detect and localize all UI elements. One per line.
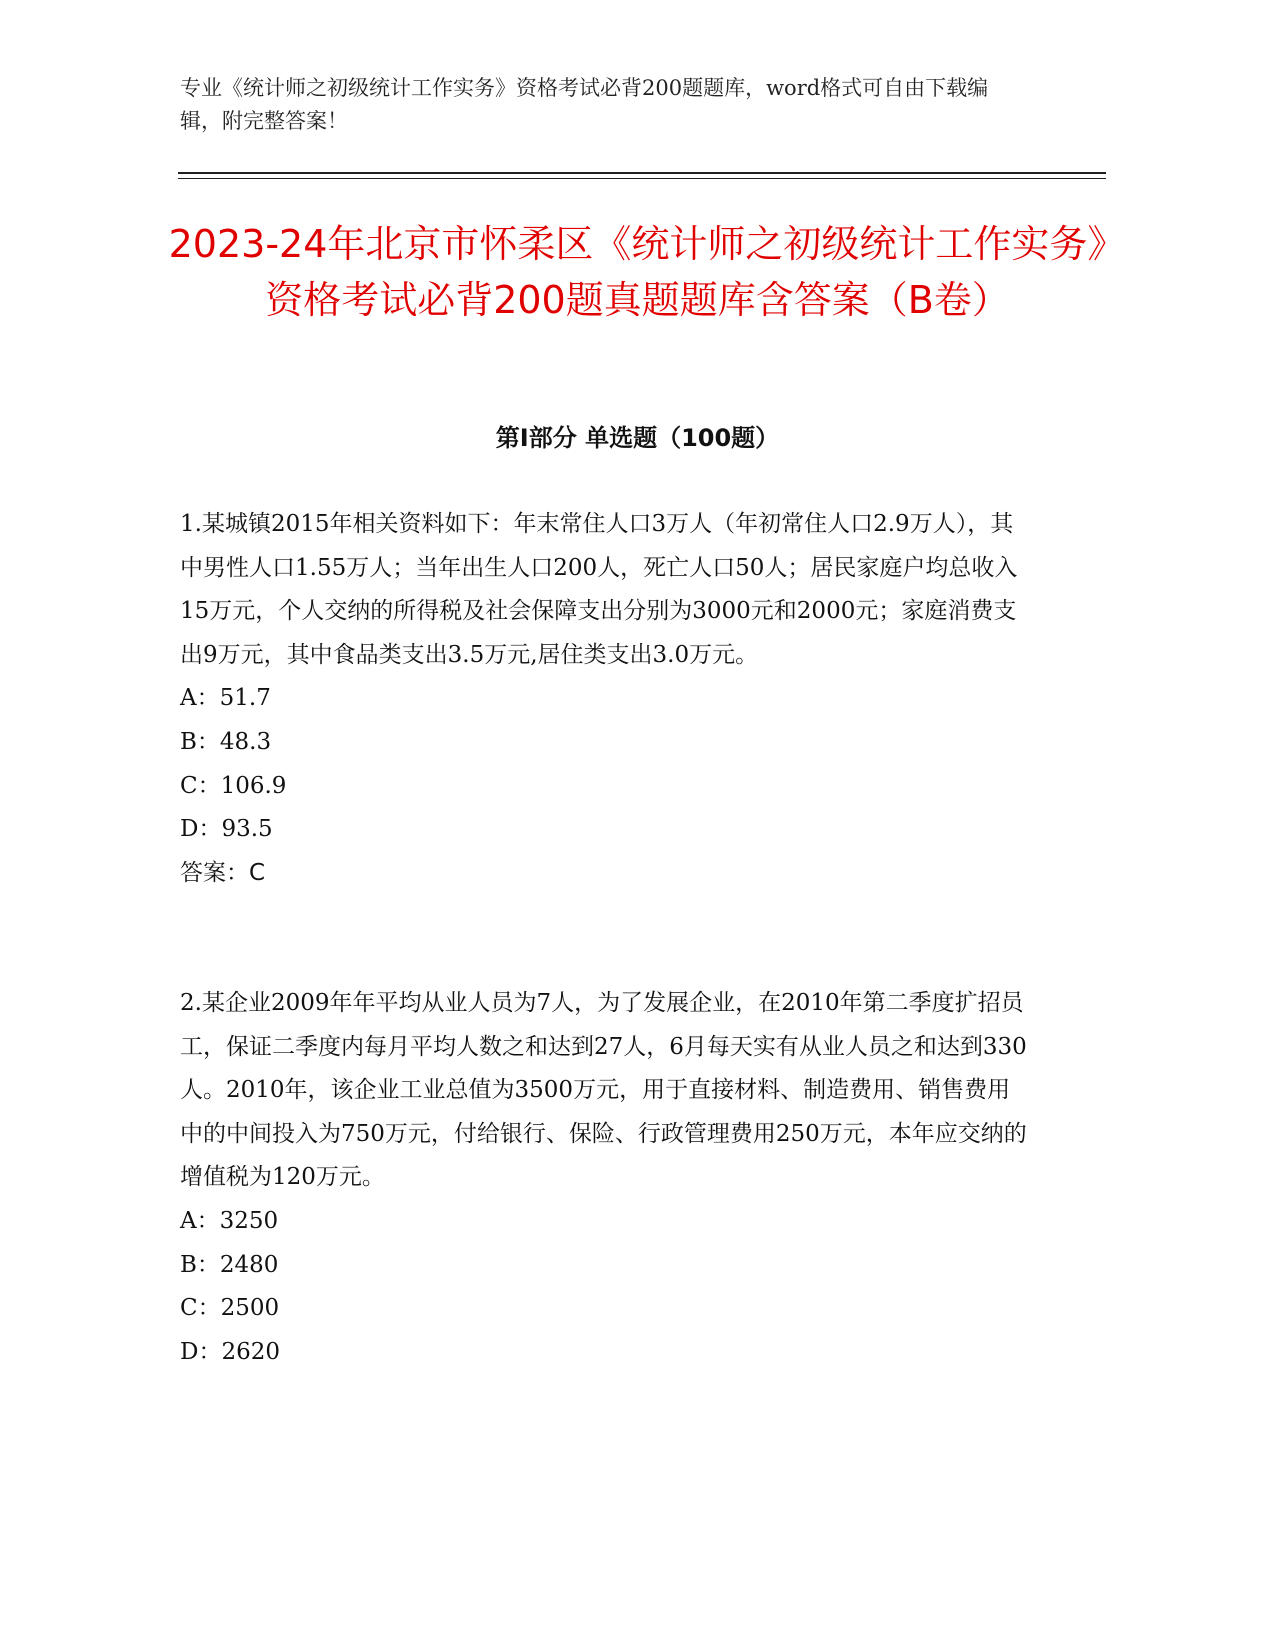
question-text: 1.某城镇2015年相关资料如下：年末常住人口3万人（年初常住人口2.9万人），其中男性人口1.55万人；当年出生人口200人，死亡人口50人；居民家庭户均总收入15万元，个人交纳的所得税及社会保障支出分别为3000元和2000元；家庭消费支出9万元，其中食品类支出3.5万元,居住类支出3.0万元。 [180,511,1018,668]
option-d: D：93.5 [180,816,273,843]
option-a: A：3250 [180,1207,279,1234]
option-c: C：106.9 [180,772,287,799]
answer: 答案：C [180,859,266,886]
document-title: 2023-24年北京市怀柔区《统计师之初级统计工作实务》资格考试必背200题真题题库含答案（B卷） [168,222,1107,322]
header-rule-thick [178,172,1106,174]
question-1 [180,503,1030,895]
question-text: 2.某企业2009年年平均从业人员为7人，为了发展企业，在2010年第二季度扩招员工，保证二季度内每月平均人数之和达到27人，6月每天实有从业人员之和达到330人。2010年，该企业工业总值为3500万元，用于直接材料、制造费用、销售费用中的中间投入为750万元，付给银行、保险、行政管理费用250万元，本年应交纳的增值税为120万元。 [180,990,1027,1191]
option-a: A：51.7 [180,685,271,712]
option-b: B：48.3 [180,728,272,755]
section-heading: 第I部分 单选题（100题） [495,424,780,452]
option-c: C：2500 [180,1295,280,1322]
question-2 [180,982,1030,1374]
option-b: B：2480 [180,1251,279,1278]
header-note: 专业《统计师之初级统计工作实务》资格考试必背200题题库，word格式可自由下载编辑，附完整答案！ [180,76,989,133]
header-rule-thin [178,178,1106,179]
option-d: D：2620 [180,1338,280,1365]
